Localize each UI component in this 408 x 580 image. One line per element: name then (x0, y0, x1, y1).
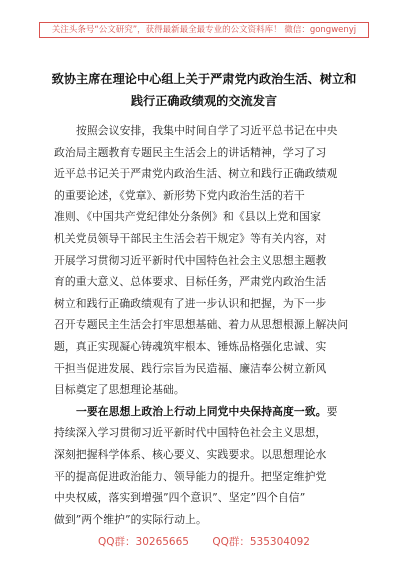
paragraph-line: 做到”两个维护”的实际行动上。 (54, 512, 207, 526)
paragraph-line: 目标奠定了思想理论基础。 (54, 383, 185, 397)
paragraph-line: 题，真正实现凝心铸魂筑牢根本、锤炼品格强化忠诚、实 (54, 339, 327, 353)
section-heading: 一要在思想上政治上行动上同党中央保持高度一致。 (76, 404, 327, 418)
paragraph-line: 准则、《中国共产党纪律处分条例》和《县以上党和国家 (54, 210, 322, 224)
paragraph-line: 树立和践行正确政绩观有了进一步认识和把握，为下一步 (54, 296, 327, 310)
paragraph-line: 按照会议安排，我集中时间自学了习近平总书记在中央 (76, 124, 338, 137)
paragraph-line: 持续深入学习贯彻习近平新时代中国特色社会主义思想， (54, 426, 327, 440)
paragraph-line: 开展学习贯彻习近平新时代中国特色社会主义思想主题教 (54, 253, 327, 267)
title-line-1: 致协主席在理论中心组上关于严肃党内政治生活、树立和 (51, 72, 357, 86)
document-title (40, 68, 368, 112)
paragraph-line: 干担当促进发展、践行宗旨为民造福、廉洁奉公树立新风 (54, 361, 327, 375)
paragraph-line: 的重要论述，《党章》、新形势下党内政治生活的若干 (54, 188, 305, 202)
section-heading-line (54, 401, 358, 423)
paragraph-line: 机关党员领导干部民主生活会若干规定》等有关内容，对 (54, 231, 327, 245)
paragraph-line: 召开专题民主生活会打牢思想基础、着力从思想根源上解决问 (54, 318, 349, 332)
paragraph-line: 育的重大意义、总体要求、目标任务，严肃党内政治生活 (54, 275, 327, 289)
header-banner: 关注头条号“公文研究”，获得最新最全最专业的公文资料库！ 微信：gongwenyj (39, 22, 369, 38)
document-body (54, 120, 358, 530)
paragraph-line: 平的提高促进政治能力、领导能力的提升。把坚定维护党 (54, 469, 327, 483)
paragraph-line: 近平总书记关于严肃党内政治生活、树立和践行正确政绩观 (54, 167, 338, 181)
paragraph-line: 深刻把握科学体系、核心要义、实践要求。以思想理论水 (54, 447, 327, 461)
footer-qq-group-1: QQ群：30265665 (98, 536, 189, 548)
paragraph-line: 政治局主题教育专题民主生活会上的讲话精神，学习了习 (54, 145, 327, 159)
section-heading-tail: 要 (326, 404, 338, 418)
paragraph-line: 中央权威，落实到增强”四个意识”、坚定”四个自信” (54, 491, 306, 505)
footer-qq-group-2: QQ群：535304092 (212, 536, 310, 548)
footer-contact (0, 534, 408, 549)
title-line-2: 践行正确政绩观的交流发言 (130, 94, 278, 108)
